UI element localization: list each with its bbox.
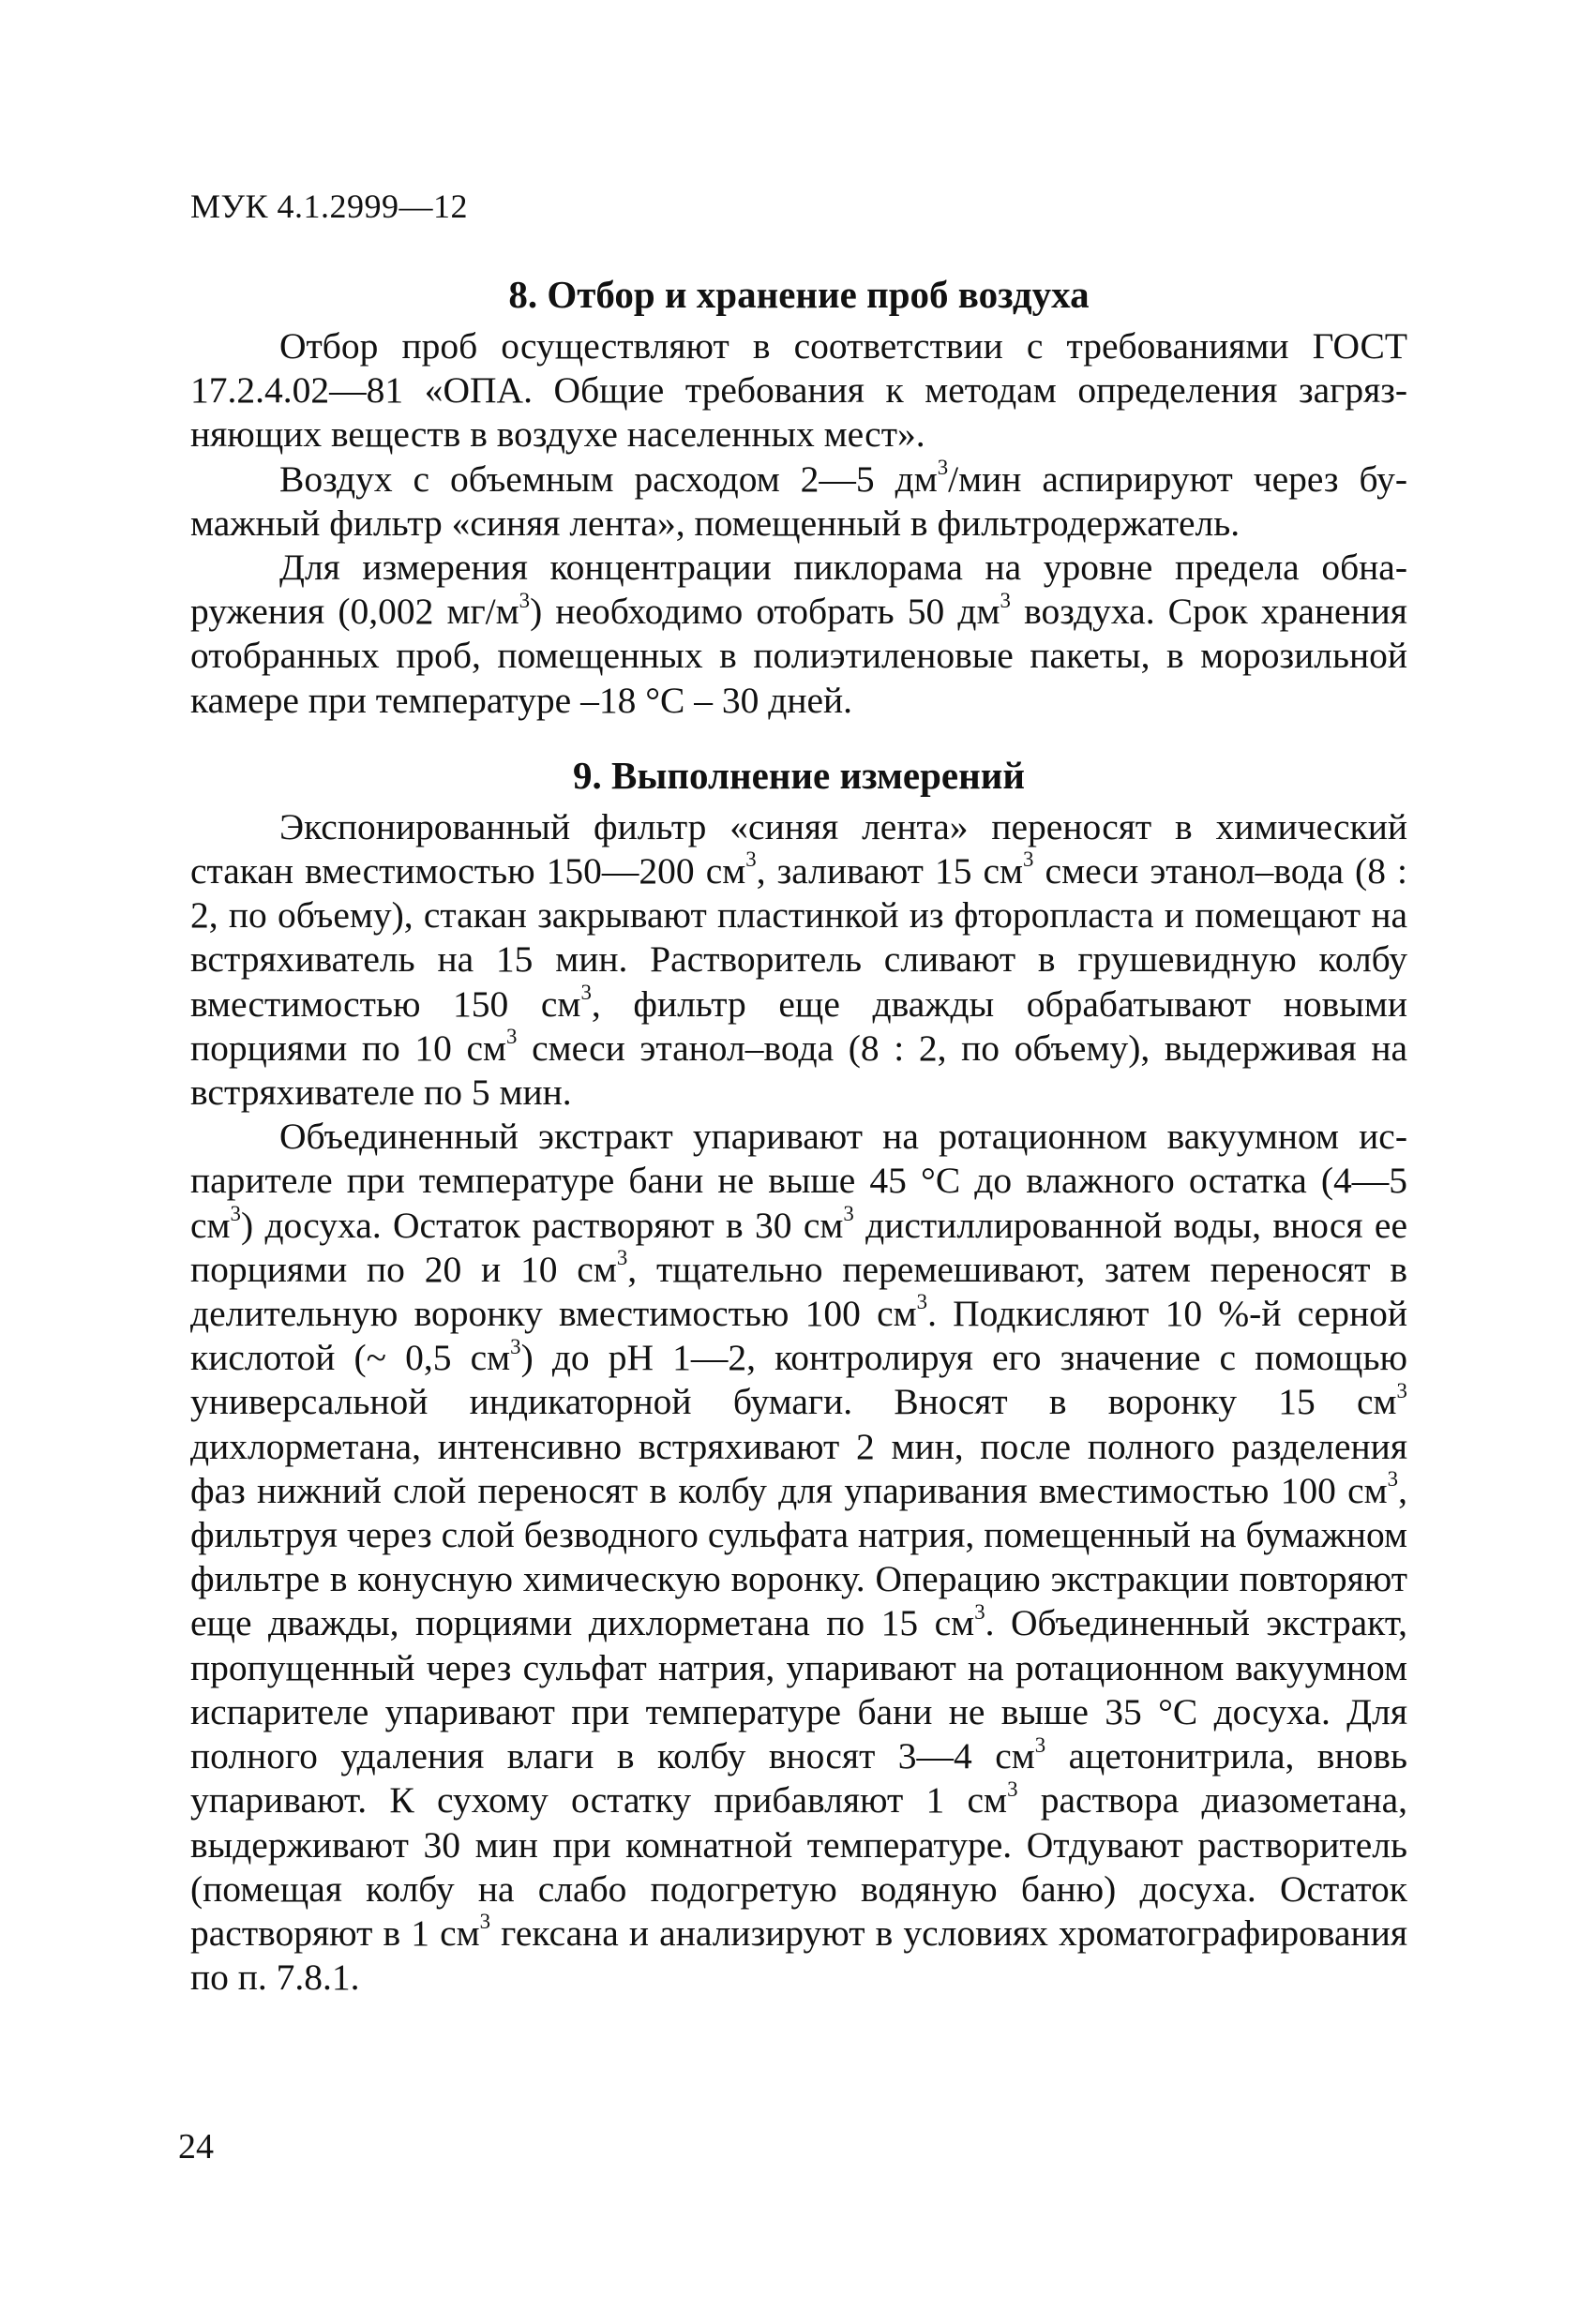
document-code: МУК 4.1.2999—12 bbox=[190, 187, 469, 225]
section-9-paragraph-2: Объединенный экстракт упаривают на ротационном вакуумном испарителе при температуре бани не выше 45 °С до влажного остатка (4—5 $см^3$) досуха. Остаток растворяют в 30 $см^3$ дистиллированной воды, внося ее порциями по 20 и 10 $см^3$, тщательно перемешивают, затем переносят в делительную воронку вместимостью 100 $см^3$. Подкисляют 10 %-й серной кислотой (~ 0,5 $см^3$) до рН 1—2, контролируя его значение с помощью универсальной индикаторной бумаги. Вносят в воронку 15 $см^3$ дихлорметана, интенсивно встряхивают 2 мин, после полного разделения фаз нижний слой переносят в колбу для упаривания вместимостью 100 $см^3$, фильтруя через слой безводного сульфата натрия, помещенный на бумажном фильтре в конусную химическую воронку. Операцию экстракции повторяют еще дважды, порциями дихлорметана по 15 $см^3$. Объединенный экстракт, пропущенный через сульфат натрия, упаривают на ротационном вакуумном испарителе упаривают при температуре бани не выше 35 °С досуха. Для полного удаления влаги в колбу вносят 3—4 $см^3$ ацетонитрила, вновь упаривают. К сухому остатку прибавляют 1 $см^3$ раствора диазометана, выдерживают 30 мин при комнатной температуре. Отдувают растворитель (помещая колбу на слабо подогретую водяную баню) досуха. Остаток растворяют в 1 $см^3$ гексана и анализируют в условиях хроматографирования по п. 7.8.1. bbox=[190, 1116, 1407, 1999]
section-8-paragraph-2: Воздух с объемным расходом 2—5 $дм^3$/мин аспирируют через бумажный фильтр «синяя лента», помещенный в фильтродержатель. bbox=[190, 456, 1407, 544]
section-9-title: 9. Выполнение измерений bbox=[573, 753, 1025, 797]
section-8-paragraph-1: Отбор проб осуществляют в соответствии с требованиями ГОСТ 17.2.4.02—81 «ОПА. Общие требования к методам определения загрязняющих веществ в воздухе населенных мест». bbox=[190, 325, 1407, 456]
section-8-paragraph-3: Для измерения концентрации пиклорама на уровне предела обнаружения (0,002 $мг/м^3$) необходимо отобрать 50 $дм^3$ воздуха. Срок хранения отобранных проб, помещенных в полиэтиленовые пакеты, в морозильной камере при температуре –18 °С – 30 дней. bbox=[190, 547, 1407, 721]
page-number: 24 bbox=[178, 2127, 214, 2167]
section-gap bbox=[190, 723, 1407, 745]
document-body bbox=[190, 264, 1407, 2000]
section-9-paragraph-1: Экспонированный фильтр «синяя лента» переносят в химический стакан вместимостью 150—200 $см^3$, заливают 15 $см^3$ смеси этанол–вода (8 : 2, по объему), стакан закрывают пластинкой из фторопласта и помещают на встряхиватель на 15 мин. Растворитель сливают в грушевидную колбу вместимостью 150 $см^3$, фильтр еще дважды обрабатывают новыми порциями по 10 $см^3$ смеси этанол–вода (8 : 2, по объему), выдерживая на встряхивателе по 5 мин. bbox=[190, 805, 1408, 1114]
section-8-title: 8. Отбор и хранение проб воздуха bbox=[508, 273, 1090, 316]
